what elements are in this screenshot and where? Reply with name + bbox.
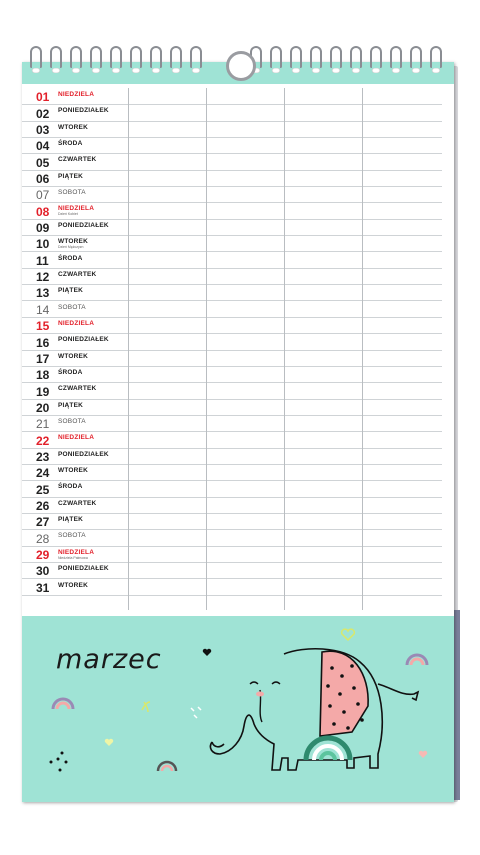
day-number: 19 [36, 384, 50, 399]
hanger-ring [226, 51, 256, 81]
spiral-ring [90, 46, 102, 68]
day-number: 25 [36, 482, 50, 497]
binding-hole [192, 68, 200, 73]
day-name: PONIEDZIAŁEK [58, 221, 109, 229]
binding-hole [292, 68, 300, 73]
month-title: marzec [56, 644, 162, 675]
day-name: WTOREK [58, 123, 88, 131]
spiral-ring [50, 46, 62, 68]
day-number: 11 [36, 253, 49, 268]
column-divider [206, 88, 207, 610]
column-divider [128, 88, 129, 610]
day-number: 03 [36, 122, 50, 137]
day-number: 17 [36, 351, 50, 366]
day-name: ŚRODA [58, 483, 83, 491]
heart-icon [104, 738, 114, 747]
spiral-ring [110, 46, 122, 68]
day-number: 24 [36, 466, 50, 481]
sparkle-icon [188, 704, 206, 722]
day-row [22, 219, 442, 236]
day-row [22, 366, 442, 383]
binding-hole [72, 68, 80, 73]
day-row [22, 333, 442, 350]
spiral-ring [350, 46, 362, 68]
day-name: ŚRODA [58, 254, 83, 262]
sparkle-icon [48, 750, 72, 776]
calendar-sheet [22, 62, 454, 802]
day-name: SOBOTA [58, 532, 86, 540]
day-row [22, 235, 442, 252]
day-name: PIĄTEK [58, 401, 84, 409]
day-row [22, 546, 442, 563]
binding-hole [412, 68, 420, 73]
day-name: CZWARTEK [58, 270, 97, 278]
day-number: 14 [36, 302, 50, 317]
rainbow-icon [50, 694, 76, 710]
heart-icon [340, 628, 356, 642]
spiral-ring [30, 46, 42, 68]
day-name: WTOREK [58, 467, 88, 475]
spiral-ring [430, 46, 442, 68]
day-name: CZWARTEK [58, 499, 97, 507]
day-number: 04 [36, 139, 50, 154]
day-name: SOBOTA [58, 418, 86, 425]
day-number: 12 [36, 270, 50, 285]
spiral-ring [290, 46, 302, 68]
day-name: PONIEDZIAŁEK [58, 565, 109, 573]
day-number: 18 [36, 368, 50, 383]
day-row [22, 268, 442, 285]
day-number: 16 [36, 335, 50, 350]
day-name: NIEDZIELA [58, 319, 95, 327]
day-number: 20 [36, 400, 50, 415]
day-row [22, 350, 442, 367]
spiral-ring [410, 46, 422, 68]
binding-hole [352, 68, 360, 73]
day-name: ŚRODA [58, 140, 83, 148]
day-name: WTOREK [58, 352, 88, 360]
binding-hole [392, 68, 400, 73]
day-name: PIĄTEK [58, 172, 84, 180]
day-name: NIEDZIELA [58, 91, 95, 98]
day-row [22, 252, 442, 269]
spiral-ring [170, 46, 182, 68]
day-number: 07 [36, 188, 50, 203]
day-number: 27 [36, 515, 50, 530]
binding-hole [312, 68, 320, 73]
spiral-ring [130, 46, 142, 68]
day-number: 30 [36, 564, 50, 579]
day-name: CZWARTEK [58, 156, 97, 164]
day-name: PONIEDZIAŁEK [58, 450, 109, 458]
binding-hole [112, 68, 120, 73]
day-name: PIĄTEK [58, 516, 84, 524]
spiral-ring [150, 46, 162, 68]
binding-hole [92, 68, 100, 73]
day-number: 26 [36, 499, 50, 514]
day-number: 09 [36, 221, 50, 236]
illustration-panel [22, 616, 454, 802]
holiday-note: Dzień Kobiet [58, 212, 78, 217]
elephant-icon [202, 644, 432, 784]
day-number: 21 [36, 417, 50, 432]
binding-hole [372, 68, 380, 73]
day-row [22, 562, 442, 579]
rainbow-icon [404, 650, 430, 666]
day-row [22, 431, 442, 448]
day-row [22, 301, 442, 318]
day-number: 10 [36, 237, 50, 252]
binding-hole [272, 68, 280, 73]
holiday-note: Dzień Mężczyzn [58, 245, 84, 250]
column-divider [284, 88, 285, 610]
day-number: 01 [36, 90, 50, 105]
day-row [22, 382, 442, 399]
day-row [22, 317, 442, 334]
day-name: WTOREK [58, 581, 88, 589]
day-number: 08 [36, 204, 50, 219]
day-name: NIEDZIELA [58, 548, 95, 556]
day-name: SOBOTA [58, 189, 86, 197]
spiral-ring [270, 46, 282, 68]
day-name: WTOREK [58, 238, 88, 246]
day-row [22, 137, 442, 154]
binding-hole [152, 68, 160, 73]
heart-icon [418, 750, 428, 759]
day-row [22, 202, 442, 219]
day-name: NIEDZIELA [58, 434, 95, 442]
day-name: ŚRODA [58, 368, 83, 376]
column-divider [362, 88, 363, 610]
day-number: 06 [36, 172, 50, 187]
day-name: NIEDZIELA [58, 205, 95, 213]
day-number: 13 [36, 286, 50, 301]
spiral-ring [310, 46, 322, 68]
day-row [22, 529, 442, 546]
binding-hole [172, 68, 180, 73]
day-name: CZWARTEK [58, 385, 97, 393]
day-row [22, 121, 442, 138]
rainbow-icon [156, 758, 178, 772]
day-row [22, 579, 442, 596]
binding-hole [432, 68, 440, 73]
day-row [22, 153, 442, 170]
heart-icon [202, 648, 212, 657]
day-row [22, 284, 442, 301]
binding-hole [332, 68, 340, 73]
spiral-ring [330, 46, 342, 68]
day-row [22, 88, 442, 105]
day-number: 05 [36, 155, 50, 170]
binding-hole [52, 68, 60, 73]
day-row [22, 513, 442, 530]
spiral-ring [390, 46, 402, 68]
day-number: 15 [36, 319, 50, 334]
day-row [22, 399, 442, 416]
day-row [22, 170, 442, 187]
sparkle-icon [138, 698, 154, 714]
binding-hole [32, 68, 40, 73]
day-row [22, 448, 442, 465]
day-row [22, 497, 442, 514]
spiral-ring [370, 46, 382, 68]
day-name: PONIEDZIAŁEK [58, 107, 109, 115]
binding-hole [132, 68, 140, 73]
day-number: 29 [36, 548, 50, 563]
day-name: SOBOTA [58, 303, 86, 311]
day-row [22, 464, 442, 481]
day-number: 22 [36, 433, 50, 448]
day-number: 28 [36, 531, 50, 546]
day-name: PONIEDZIAŁEK [58, 336, 109, 344]
day-name: PIĄTEK [58, 287, 84, 295]
day-number: 02 [36, 106, 50, 121]
day-row [22, 186, 442, 203]
day-row [22, 415, 442, 432]
day-number: 31 [36, 580, 50, 595]
day-row [22, 480, 442, 497]
day-number: 23 [36, 449, 50, 464]
spiral-ring [190, 46, 202, 68]
day-row [22, 104, 442, 121]
holiday-note: Niedziela Palmowa [58, 555, 88, 560]
spiral-ring [70, 46, 82, 68]
